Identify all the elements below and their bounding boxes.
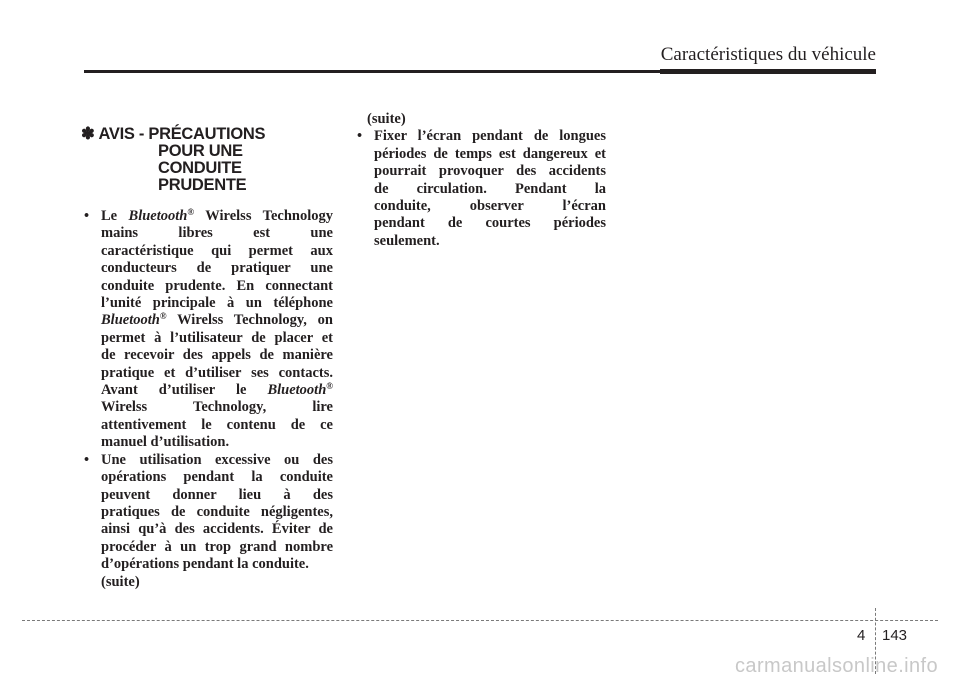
caution-heading-line-3: CONDUITE <box>158 159 242 177</box>
text-line: caractéristique qui permet aux <box>101 242 333 259</box>
text-line: d’opérations pendant la conduite. <box>101 556 309 573</box>
text-line: conduite prudente. En connectant <box>101 277 333 294</box>
bullet-icon: • <box>84 451 90 468</box>
text-line: attentivement le contenu de ce <box>101 416 333 433</box>
text-line: Avant d’utiliser le Bluetooth® <box>101 381 333 399</box>
text-line: Une utilisation excessive ou des <box>101 451 333 468</box>
watermark: carmanualsonline.info <box>735 655 938 677</box>
text-line: conduite, observer l’écran <box>374 198 606 215</box>
text-line: ainsi qu’à des accidents. Éviter de <box>101 521 333 538</box>
text-line: procéder à un trop grand nombre <box>101 538 333 555</box>
text-line: peuvent donner lieu à des <box>101 486 333 503</box>
text-line: Fixer l’écran pendant de longues <box>374 128 606 145</box>
text-line: de recevoir des appels de manière <box>101 347 333 364</box>
text-line: pratique et d’utiliser ses contacts. <box>101 364 333 381</box>
bullet-item-excessive-use <box>81 452 333 591</box>
text-line: pratiques de conduite négligentes, <box>101 503 333 520</box>
caution-heading-line-2: POUR UNE <box>158 142 243 160</box>
text-line: l’unité principale à un téléphone <box>101 295 333 312</box>
text-line: Le Bluetooth® Wirelss Technology <box>101 207 333 224</box>
text-line: mains libres est une <box>101 225 333 242</box>
text-line: Wirelss Technology, lire <box>101 399 333 416</box>
caution-heading-first: AVIS - PRÉCAUTIONS <box>98 125 266 143</box>
header-rule-accent <box>660 69 876 74</box>
caution-star-icon: ✽ <box>81 125 95 143</box>
continued-from-label: (suite) <box>367 111 406 127</box>
text-line: pourrait provoquer des accidents <box>374 163 606 180</box>
chapter-number: 4 <box>857 627 866 644</box>
right-column <box>354 111 606 250</box>
text-line: manuel d’utilisation. <box>101 434 230 451</box>
text-line: opérations pendant la conduite <box>101 469 333 486</box>
page-number: 143 <box>882 627 908 644</box>
page-header-title: Caractéristiques du véhicule <box>660 44 876 65</box>
text-line: permet à l’utilisateur de placer et <box>101 329 333 346</box>
caution-heading <box>81 126 333 194</box>
text-line: de circulation. Pendant la <box>374 180 606 197</box>
text-line: Bluetooth® Wirelss Technology, on <box>101 311 333 329</box>
bullet-item-screen <box>354 128 606 250</box>
text-line: pendant de courtes périodes <box>374 215 606 232</box>
left-column <box>81 108 333 591</box>
footer-rule <box>22 620 938 621</box>
continued-label: (suite) <box>101 573 140 590</box>
bullet-icon: • <box>357 128 363 145</box>
caution-heading-line-4: PRUDENTE <box>158 176 247 194</box>
text-line: seulement. <box>374 232 440 249</box>
text-line: périodes de temps est dangereux et <box>374 145 606 162</box>
text-line: conducteurs de pratiquer une <box>101 260 333 277</box>
bullet-icon: • <box>84 208 90 224</box>
bullet-item-bluetooth <box>81 208 333 452</box>
